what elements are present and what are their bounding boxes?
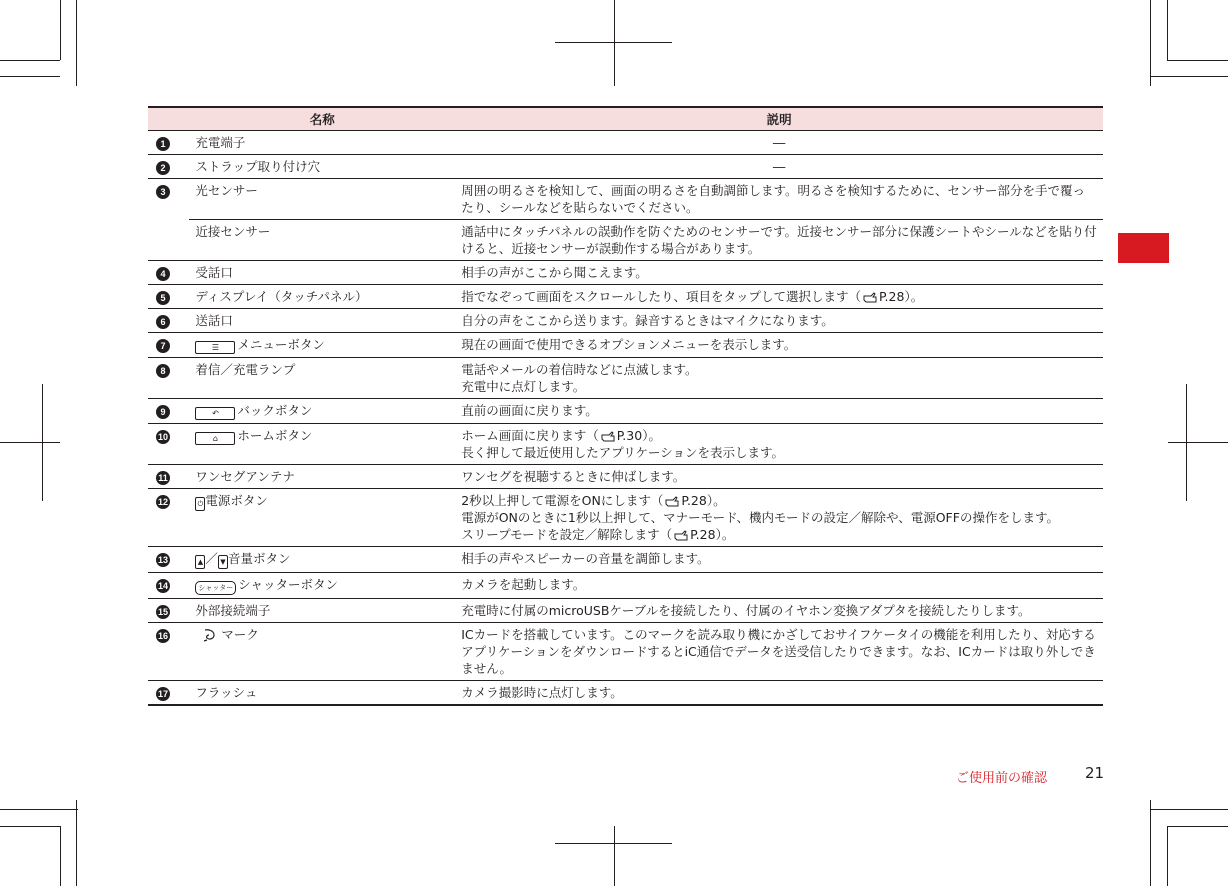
part-name: 近接センサー — [189, 220, 455, 261]
part-name: 受話口 — [189, 261, 455, 285]
page-reference: P.28 — [690, 527, 716, 542]
desc-text: ）。 — [715, 527, 735, 542]
part-description: 相手の声やスピーカーの音量を調節します。 — [455, 547, 1103, 573]
table-row — [148, 285, 1103, 309]
number-badge: 15 — [157, 607, 168, 617]
number-badge: 14 — [157, 581, 168, 591]
part-description — [455, 489, 1103, 547]
number-badge: 7 — [156, 339, 170, 353]
part-name: ワンセグアンテナ — [189, 465, 455, 489]
header-description: 説明 — [455, 107, 1103, 131]
part-name: ホームボタン — [237, 428, 313, 443]
part-name: 送話口 — [189, 309, 455, 333]
number-badge: 1 — [156, 137, 170, 151]
number-badge: 10 — [157, 432, 168, 442]
desc-text: 2秒以上押して電源をONにします（ — [461, 493, 664, 508]
part-name: 電源ボタン — [205, 493, 268, 508]
desc-text: スリープモードを設定／解除します（ — [461, 527, 673, 542]
table-row — [148, 465, 1103, 489]
part-name: シャッターボタン — [238, 577, 339, 592]
desc-text: ）。 — [642, 428, 661, 443]
number-badge: 16 — [157, 631, 168, 641]
number-badge: 8 — [156, 364, 170, 378]
part-description: カメラを起動します。 — [455, 573, 1103, 599]
desc-line: 充電中に点灯します。 — [461, 379, 586, 394]
part-description: 直前の画面に戻ります。 — [455, 399, 1103, 424]
part-description: 現在の画面で使用できるオプションメニューを表示します。 — [455, 333, 1103, 358]
number-badge: 2 — [156, 161, 170, 175]
volume-down-key-icon: ▼ — [218, 555, 228, 569]
page-reference-icon — [673, 529, 689, 541]
desc-text: ホーム画面に戻ります（ — [461, 428, 599, 443]
part-description: 充電時に付属のmicroUSBケーブルを接続したり、付属のイヤホン変換アダプタを接続したりします。 — [455, 599, 1103, 623]
table-row — [148, 599, 1103, 623]
part-description: ― — [455, 131, 1103, 155]
table-row — [148, 358, 1103, 399]
desc-text: ）。 — [706, 493, 726, 508]
table-row — [148, 489, 1103, 547]
part-description: ICカードを搭載しています。このマークを読み取り機にかざしておサイフケータイの機能を利用したり、対応するアプリケーションをダウンロードするとiC通信でデータを送受信したりできます。なお、ICカードは取り外しできません。 — [455, 623, 1103, 681]
table-row — [148, 681, 1103, 706]
part-name: 充電端子 — [189, 131, 455, 155]
part-name: ディスプレイ（タッチパネル） — [189, 285, 455, 309]
part-name: 外部接続端子 — [189, 599, 455, 623]
number-badge: 11 — [156, 471, 170, 485]
number-badge: 9 — [156, 405, 170, 419]
chapter-tab-marker — [1118, 233, 1169, 263]
part-name: バックボタン — [237, 403, 313, 418]
desc-line: 長く押して最近使用したアプリケーションを表示します。 — [461, 445, 784, 460]
page-reference: P.28 — [681, 493, 707, 508]
part-description: 自分の声をここから送ります。録音するときはマイクになります。 — [455, 309, 1103, 333]
page-reference-icon — [664, 495, 680, 507]
desc-line: 電話やメールの着信時などに点滅します。 — [461, 362, 698, 377]
part-description: 相手の声がここから聞こえます。 — [455, 261, 1103, 285]
number-badge: 17 — [157, 689, 168, 699]
part-name: ストラップ取り付け穴 — [189, 155, 455, 179]
part-description: 周囲の明るさを検知して、画面の明るさを自動調節します。明るさを検知するために、センサー部分を手で覆ったり、シールなどを貼らないでください。 — [455, 179, 1103, 220]
shutter-key-icon: シャッター — [195, 581, 236, 595]
table-row — [148, 424, 1103, 465]
table-header-row — [148, 107, 1103, 131]
page-reference-icon — [600, 430, 616, 442]
felica-mark-icon — [201, 628, 219, 642]
table-row — [148, 220, 1103, 261]
table-row — [148, 179, 1103, 220]
volume-up-key-icon: ▲ — [195, 555, 205, 569]
header-num — [148, 107, 189, 131]
desc-text: 指でなぞって画面をスクロールしたり、項目をタップして選択します（ — [461, 289, 861, 304]
power-key-icon: ⏻ — [195, 497, 205, 511]
page-reference: P.30 — [616, 428, 643, 443]
table-row — [148, 547, 1103, 573]
table-row — [148, 623, 1103, 681]
number-badge: 6 — [156, 315, 170, 329]
menu-key-icon: ☰ — [195, 341, 235, 354]
number-badge: 5 — [156, 291, 170, 305]
page-number: 21 — [1085, 764, 1105, 782]
number-badge: 13 — [157, 555, 168, 565]
part-description: 通話中にタッチパネルの誤動作を防ぐためのセンサーです。近接センサー部分に保護シートやシールなどを貼り付けると、近接センサーが誤動作する場合があります。 — [455, 220, 1103, 261]
part-description: ワンセグを視聴するときに伸ばします。 — [455, 465, 1103, 489]
table-row — [148, 155, 1103, 179]
number-badge: 12 — [157, 497, 168, 507]
part-name: 着信／充電ランプ — [189, 358, 455, 399]
parts-table — [148, 106, 1103, 706]
section-title: ご使用前の確認 — [956, 771, 1048, 786]
part-description: ― — [455, 155, 1103, 179]
part-description — [455, 358, 1103, 399]
desc-line: 電源がONのときに1秒以上押して、マナーモード、機内モードの設定／解除や、電源OFFの操作をします。 — [461, 510, 1059, 525]
table-row — [148, 573, 1103, 599]
part-name: 音量ボタン — [227, 551, 291, 566]
part-description — [455, 424, 1103, 465]
table-row — [148, 333, 1103, 358]
part-description: カメラ撮影時に点灯します。 — [455, 681, 1103, 706]
number-badge: 3 — [156, 185, 170, 199]
part-name: マーク — [221, 627, 259, 642]
table-row — [148, 399, 1103, 424]
table-row — [148, 131, 1103, 155]
part-name: 光センサー — [189, 179, 455, 220]
page-reference: P.28 — [878, 289, 905, 304]
table-row — [148, 261, 1103, 285]
part-name: メニューボタン — [237, 337, 325, 352]
part-description — [455, 285, 1103, 309]
header-name: 名称 — [189, 107, 455, 131]
desc-text: ）。 — [904, 289, 924, 304]
page-reference-icon — [862, 291, 878, 303]
part-name: フラッシュ — [189, 681, 455, 706]
separator: ／ — [205, 551, 218, 566]
number-badge: 4 — [156, 267, 170, 281]
back-key-icon: ↶ — [195, 407, 235, 420]
home-key-icon: ⌂ — [195, 432, 235, 445]
table-row — [148, 309, 1103, 333]
